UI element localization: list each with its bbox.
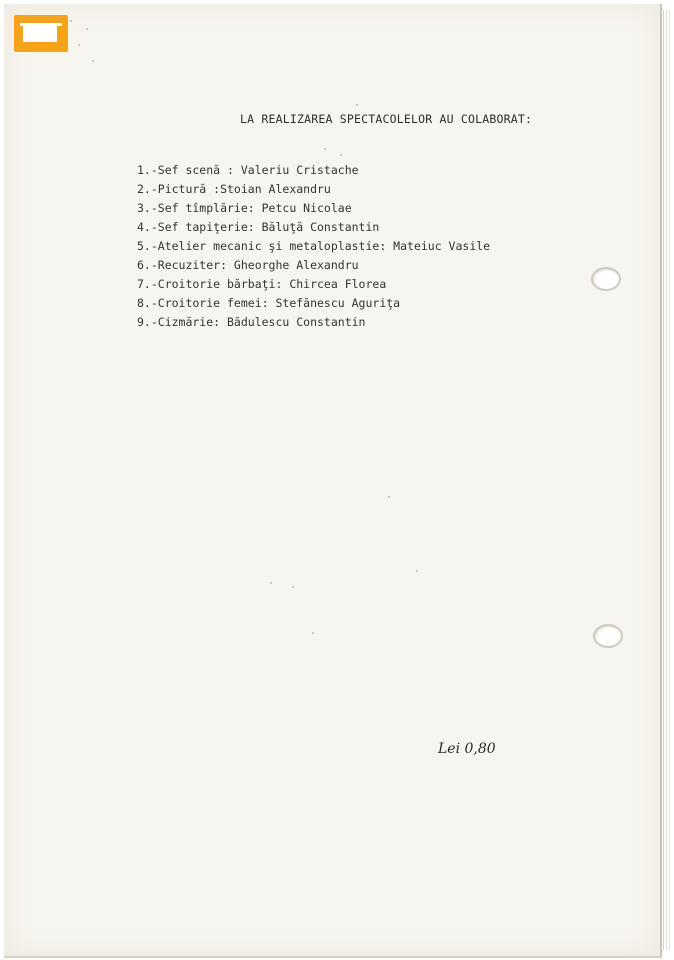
list-item: 8.-Croitorie femei: Stefănescu Aguriţa — [137, 296, 401, 310]
paper-sheet — [4, 4, 662, 958]
paper-speck — [70, 20, 72, 22]
paper-speck — [92, 60, 94, 62]
paper-speck — [388, 496, 390, 498]
paper-speck — [416, 570, 418, 572]
list-item: 3.-Sef tîmplărie: Petcu Nicolae — [137, 201, 352, 215]
paper-stack-edge — [669, 10, 670, 950]
paper-speck — [78, 44, 80, 46]
paper-speck — [324, 148, 326, 150]
page-heading: LA REALIZAREA SPECTACOLELOR AU COLABORAT: — [240, 112, 533, 126]
list-item: 9.-Cizmărie: Bădulescu Constantin — [137, 315, 366, 329]
paper-speck — [292, 586, 294, 588]
list-item: 4.-Sef tapiţerie: Băluţă Constantin — [137, 220, 380, 234]
list-item: 6.-Recuziter: Gheorghe Alexandru — [137, 258, 359, 272]
price-label: Lei 0,80 — [438, 741, 496, 757]
credits-list — [137, 161, 490, 332]
list-item: 2.-Pictură :Stoian Alexandru — [137, 182, 331, 196]
binder-punch-hole-icon — [593, 624, 623, 648]
badge-window — [23, 26, 57, 42]
binder-punch-hole-icon — [591, 267, 621, 291]
orange-tab-badge-icon — [14, 15, 68, 52]
list-item: 7.-Croitorie bărbaţi: Chircea Florea — [137, 277, 387, 291]
paper-speck — [86, 28, 88, 30]
paper-stack-edge — [666, 10, 667, 950]
paper-speck — [270, 582, 272, 584]
paper-stack-edge — [663, 10, 664, 950]
list-item: 1.-Sef scenă : Valeriu Cristache — [137, 163, 359, 177]
paper-speck — [356, 104, 358, 106]
paper-speck — [340, 154, 342, 156]
list-item: 5.-Atelier mecanic şi metaloplastie: Mateiuc Vasile — [137, 239, 491, 253]
paper-speck — [312, 632, 314, 634]
